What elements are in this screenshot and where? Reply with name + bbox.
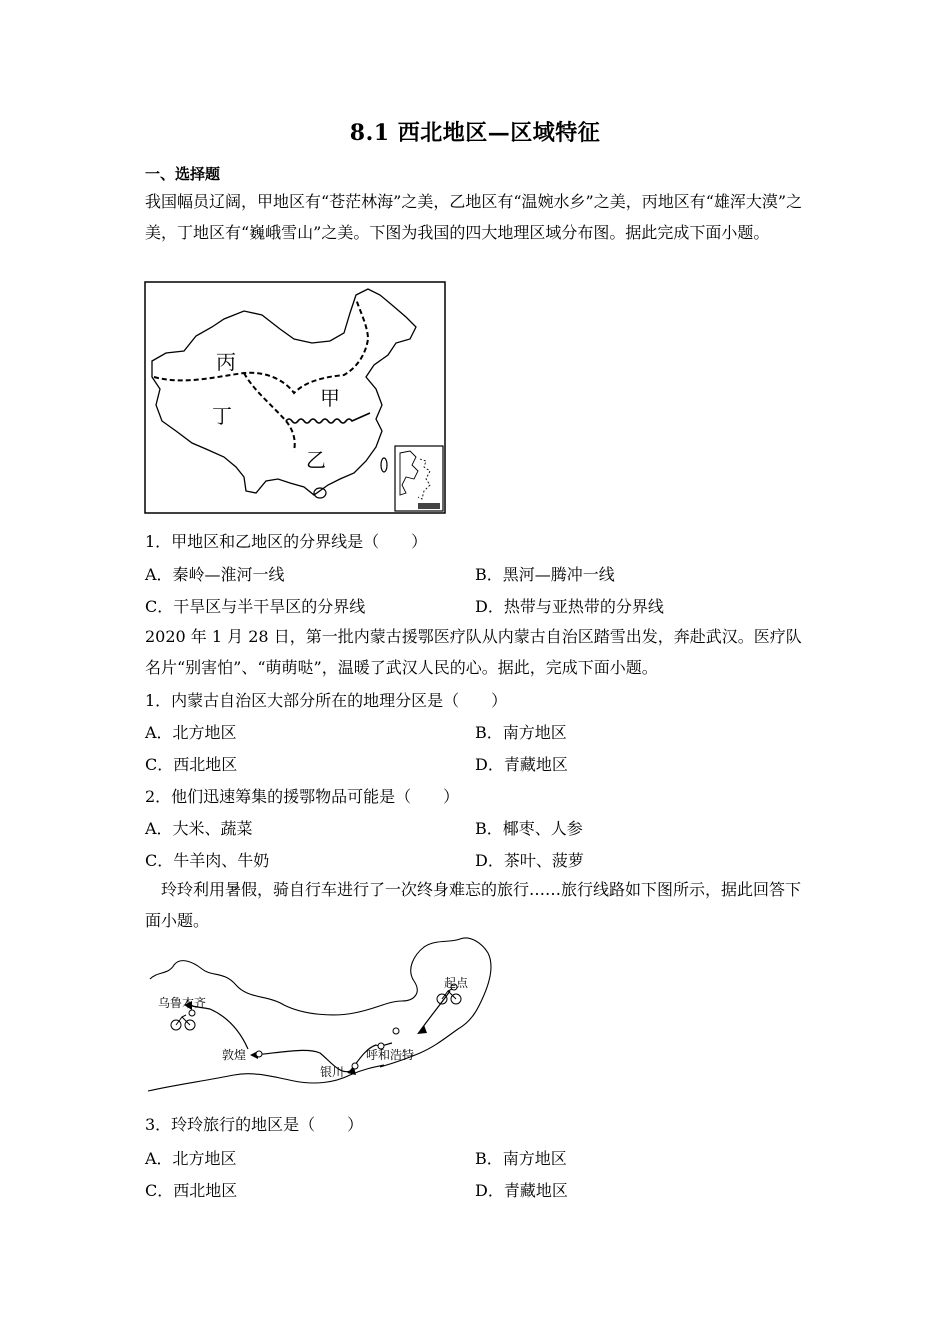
page-title: 8.1 西北地区—区域特征 <box>349 120 601 146</box>
question-3-stem: 2．他们迅速筹集的援鄂物品可能是（ ） <box>145 787 460 806</box>
bicycle-icon-west <box>171 1015 195 1030</box>
q4-option-a[interactable]: A．北方地区 <box>145 1149 237 1168</box>
question-1-stem: 1．甲地区和乙地区的分界线是（ ） <box>145 532 428 551</box>
label-yinchuan: 银川 <box>320 1065 345 1079</box>
route-point-north <box>393 1028 399 1034</box>
label-bing: 丙 <box>216 350 236 374</box>
q1-option-a[interactable]: A．秦岭—淮河一线 <box>145 565 285 584</box>
q4-option-d[interactable]: D．青藏地区 <box>475 1181 568 1200</box>
south-china-sea-inset <box>395 446 443 511</box>
label-dunhuang: 敦煌 <box>222 1048 247 1062</box>
q2-option-a[interactable]: A．北方地区 <box>145 723 237 742</box>
q3-option-a[interactable]: A．大米、蔬菜 <box>145 819 253 838</box>
question-4-stem: 3．玲玲旅行的地区是（ ） <box>145 1115 364 1134</box>
label-yi: 乙 <box>306 448 326 472</box>
q1-option-c[interactable]: C．干旱区与半干旱区的分界线 <box>145 597 366 616</box>
china-regions-map <box>144 281 446 514</box>
label-ding: 丁 <box>212 404 232 428</box>
border-line-south <box>148 1065 384 1091</box>
q3-option-b[interactable]: B．椰枣、人参 <box>475 819 583 838</box>
bicycle-icon-start <box>437 989 461 1004</box>
section-heading: 一、选择题 <box>145 165 221 183</box>
urumqi-point <box>189 1010 195 1016</box>
yinchuan-point <box>352 1063 358 1069</box>
q2-option-b[interactable]: B．南方地区 <box>475 723 567 742</box>
q3-option-c[interactable]: C．牛羊肉、牛奶 <box>145 851 270 870</box>
label-hohhot: 呼和浩特 <box>366 1048 415 1062</box>
q2-option-c[interactable]: C．西北地区 <box>145 755 238 774</box>
q2-option-d[interactable]: D．青藏地区 <box>475 755 568 774</box>
q1-option-d[interactable]: D．热带与亚热带的分界线 <box>475 597 664 616</box>
question-2-stem: 1．内蒙古自治区大部分所在的地理分区是（ ） <box>145 691 508 710</box>
q1-option-b[interactable]: B．黑河—腾冲一线 <box>475 565 615 584</box>
intro-paragraph-3: 玲玲利用暑假，骑自行车进行了一次终身难忘的旅行……旅行线路如下图所示，据此回答下面小题。 <box>145 880 802 930</box>
intro-paragraph-2: 2020 年 1 月 28 日，第一批内蒙古援鄂医疗队从内蒙古自治区踏雪出发，奔赴武汉。医疗队名片“别害怕”、“萌萌哒”，温暖了武汉人民的心。据此，完成下面小题。 <box>145 627 802 677</box>
q3-option-d[interactable]: D．茶叶、菠萝 <box>475 851 584 870</box>
dunhuang-point <box>256 1051 262 1057</box>
label-jia: 甲 <box>320 386 340 410</box>
intro-paragraph-1: 我国幅员辽阔，甲地区有“苍茫林海”之美，乙地区有“温婉水乡”之美，丙地区有“雄浑大漠”之美，丁地区有“巍峨雪山”之美。下图为我国的四大地理区域分布图。据此完成下面小题。 <box>145 192 803 242</box>
cycling-route-map <box>144 935 494 1097</box>
label-urumqi: 乌鲁木齐 <box>158 996 207 1010</box>
label-start: 起点 <box>444 976 469 990</box>
route-arrow-start-icon <box>417 1025 427 1034</box>
q4-option-b[interactable]: B．南方地区 <box>475 1149 567 1168</box>
q4-option-c[interactable]: C．西北地区 <box>145 1181 238 1200</box>
